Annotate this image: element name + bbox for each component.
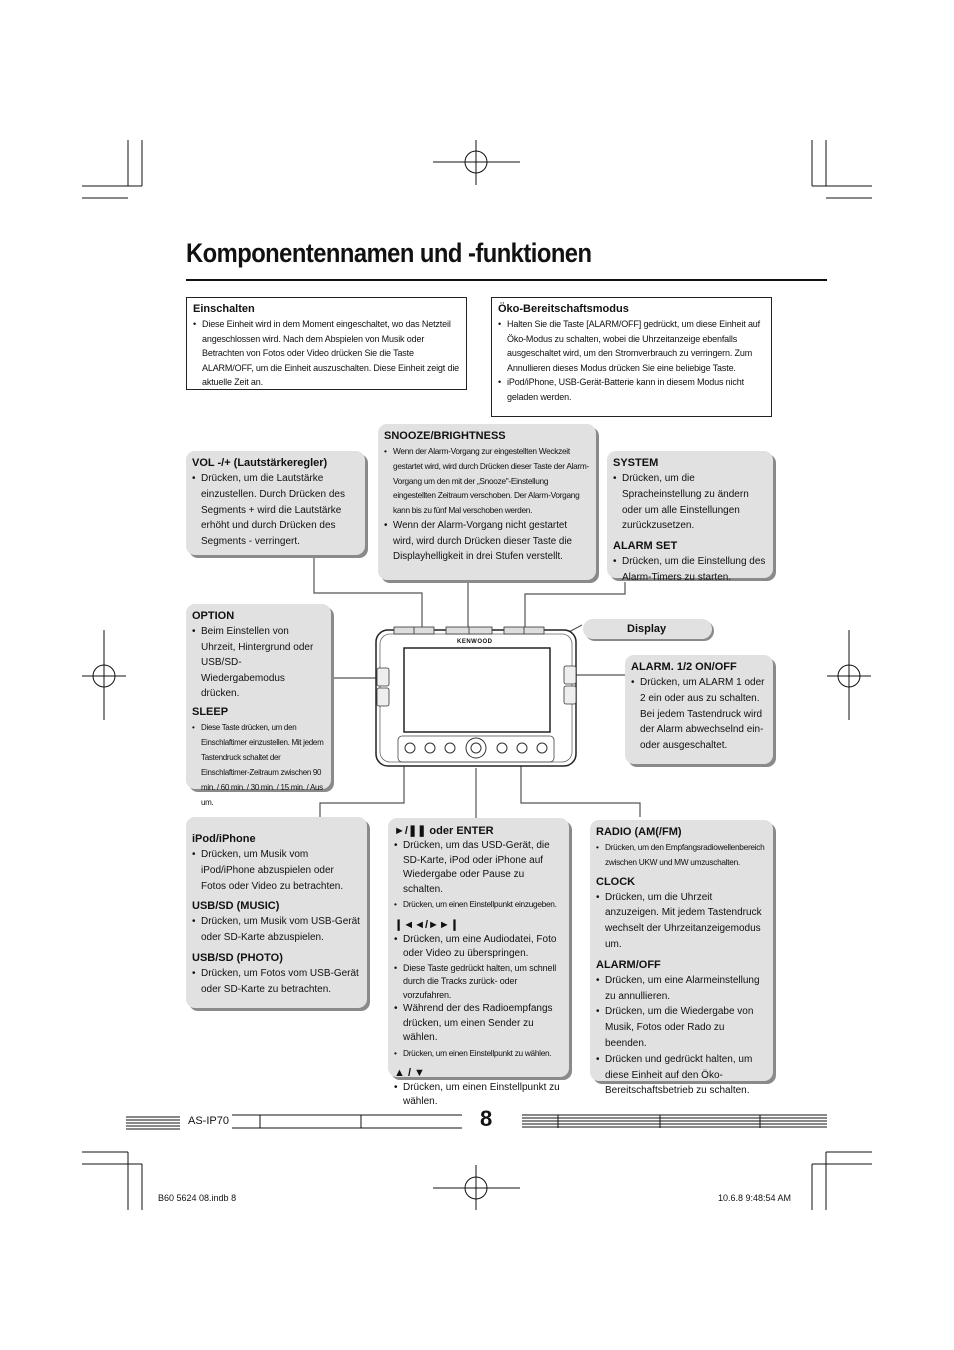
skip-item-2: • Diese Taste gedrückt halten, um schnell durch die Tracks zurück- oder vorzufahren. — [394, 962, 562, 1003]
option-item-1: • Beim Einstellen von Uhrzeit, Hintergrund oder USB/SD-Wiedergabemodus drücken. — [192, 624, 324, 702]
oeko-item-1: • Halten Sie die Taste [ALARM/OFF] gedrückt, um diese Einheit auf Öko-Modus zu schalten, wobei die Uhrzeitanzeige ebenfalls ausgeschaltet wird, um den Stromverbrauch zu verringern. Zum Annullieren dieses Modus drücken Sie eine beliebige Taste. — [498, 317, 765, 375]
enter-box — [388, 818, 569, 1108]
skip-item-4: • Drücken, um einen Einstellpunkt zu wählen. — [394, 1046, 562, 1061]
clock-heading: CLOCK — [596, 875, 636, 888]
skip-item-1: • Drücken, um eine Audiodatei, Foto oder Video zu überspringen. — [394, 933, 562, 962]
snooze-item-2: • Wenn der Alarm-Vorgang nicht gestartet wird, wird durch Drücken dieser Taste die Displayhelligkeit in drei Stufen verstellt. — [384, 518, 589, 565]
system-item-1: • Drücken, um die Spracheinstellung zu ändern oder um alle Einstellungen zurückzusetzen. — [613, 471, 766, 534]
device-illustration — [372, 624, 582, 770]
alarm-set-heading: ALARM SET — [613, 540, 678, 553]
system-box — [607, 451, 773, 583]
snooze-heading: SNOOZE/BRIGHTNESS — [384, 430, 506, 442]
model-number: AS-IP70 — [188, 1115, 229, 1127]
title-rule — [186, 279, 827, 281]
alarm-off-heading: ALARM/OFF — [596, 958, 661, 971]
sleep-item-1: • Diese Taste drücken, um den Einschlaftimer einzustellen. Mit jedem Tastendruck schaltet der Einschlaftimer-Zeitraum zwischen 90 min. / 60 min. / 30 min. / 15 min. / Aus um. — [192, 720, 324, 811]
usb-photo-item-1: • Drücken, um Fotos vom USB-Gerät oder SD-Karte zu betrachten. — [192, 966, 360, 998]
system-heading: SYSTEM — [613, 457, 659, 469]
vol-heading: VOL -/+ (Lautstärkeregler) — [192, 457, 328, 469]
alarm-off-item-3: • Drücken und gedrückt halten, um diese Einheit auf den Öko-Bereitschaftsbetrieb zu schalten. — [596, 1052, 766, 1099]
option-heading: OPTION — [192, 610, 235, 622]
skip-item-3: • Während der des Radioempfangs drücken, um einen Sender zu wählen. — [394, 1002, 562, 1046]
oeko-heading: Öko-Bereitschaftsmodus — [498, 303, 629, 315]
snooze-box — [378, 424, 596, 580]
page-title: Komponentennamen und -funktionen — [186, 238, 592, 268]
usb-music-heading: USB/SD (MUSIC) — [192, 900, 280, 913]
ipod-item-1: • Drücken, um Musik vom iPod/iPhone abzuspielen oder Fotos oder Video zu betrachten. — [192, 847, 360, 894]
alarm-off-item-2: • Drücken, um die Wiedergabe von Musik, Fotos oder Rado zu beenden. — [596, 1004, 766, 1051]
alarm12-heading: ALARM. 1/2 ON/OFF — [631, 661, 737, 673]
alarm-set-item-1: • Drücken, um die Einstellung des Alarm-Timers zu starten. — [613, 554, 766, 586]
usb-photo-heading: USB/SD (PHOTO) — [192, 951, 283, 964]
skip-heading: ❙◄◄/►►❙ — [394, 918, 460, 931]
radio-heading: RADIO (AM(/FM) — [596, 826, 682, 838]
updown-heading: ▲ / ▼ — [394, 1066, 425, 1079]
display-label: Display — [583, 619, 712, 639]
alarm-off-item-1: • Drücken, um eine Alarmeinstellung zu annullieren. — [596, 973, 766, 1005]
alarm12-item-1: • Drücken, um ALARM 1 oder 2 ein oder aus zu schalten. Bei jedem Tastendruck wird der Alarm abwechselnd ein- oder ausgeschaltet. — [631, 675, 766, 754]
ipod-heading: iPod/iPhone — [192, 833, 256, 845]
page-number: 8 — [480, 1106, 493, 1131]
einschalten-heading: Einschalten — [193, 303, 255, 315]
einschalten-box — [186, 297, 467, 390]
ipod-box — [186, 817, 367, 1008]
vol-box — [186, 451, 365, 555]
device-brand-label: KENWOOD — [457, 639, 493, 645]
snooze-item-1: • Wenn der Alarm-Vorgang zur eingestellten Weckzeit gestartet wird, wird durch Drücken dieser Taste der Alarm-Vorgang um den mit der „Snooze"-Einstellung eingestellten Zeitraum verschoben. Der Alarm-Vorgang kann bis zu fünf Mal verschoben werden. — [384, 444, 589, 518]
oeko-item-2: • iPod/iPhone, USB-Gerät-Batterie kann in diesem Modus nicht geladen werden. — [498, 375, 765, 404]
alarm12-box — [625, 655, 773, 764]
enter-item-2: • Drücken, um einen Einstellpunkt einzugeben. — [394, 897, 562, 912]
clock-item-1: • Drücken, um die Uhrzeit anzuzeigen. Mit jedem Tastendruck wechselt der Uhrzeitanzeigemodus um. — [596, 890, 766, 953]
sleep-heading: SLEEP — [192, 705, 229, 718]
print-info-left: B60 5624 08.indb 8 — [158, 1193, 237, 1203]
oeko-box — [491, 297, 772, 417]
usb-music-item-1: • Drücken, um Musik vom USB-Gerät oder SD-Karte abzuspielen. — [192, 914, 360, 946]
radio-box — [590, 820, 773, 1097]
vol-item-1: • Drücken, um die Lautstärke einzustellen. Durch Drücken des Segments + wird die Lautstärke erhöht und durch Drücken des Segments - verringert. — [192, 471, 358, 550]
radio-item-1: • Drücken, um den Empfangsradiowellenbereich zwischen UKW und MW umzuschalten. — [596, 840, 766, 870]
updown-item-1: • Drücken, um einen Einstellpunkt zu wählen. — [394, 1081, 562, 1110]
enter-item-1: • Drücken, um das USD-Gerät, die SD-Karte, iPod oder iPhone auf Wiedergabe oder Pause zu schalten. — [394, 839, 562, 897]
print-info-right: 10.6.8 9:48:54 AM — [718, 1193, 792, 1203]
einschalten-item-1: • Diese Einheit wird in dem Moment eingeschaltet, wo das Netzteil angeschlossen wird. Nach dem Abspielen von Musik oder Betrachten von Fotos oder Video drücken Sie die Taste ALARM/OFF, um die Einheit auszuschalten. Diese Einheit zeigt die aktuelle Zeit an. — [193, 317, 460, 390]
enter-heading: ►/❚❚ oder ENTER — [394, 825, 494, 837]
option-box — [186, 604, 331, 808]
